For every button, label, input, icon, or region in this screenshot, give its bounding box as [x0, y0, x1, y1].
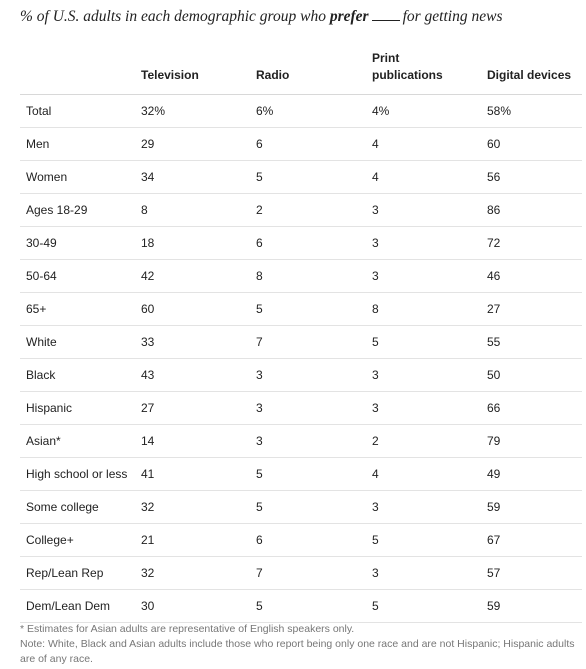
cell-digital: 66: [487, 401, 501, 415]
cell-print: 4: [372, 467, 379, 481]
cell-radio: 5: [256, 500, 263, 514]
column-header-digital: Digital devices: [487, 68, 572, 82]
table-row: [20, 161, 582, 194]
cell-digital: 46: [487, 269, 501, 283]
cell-print: 8: [372, 302, 379, 316]
cell-radio: 3: [256, 434, 263, 448]
table-notes: [20, 622, 580, 667]
table-row: [20, 194, 582, 227]
cell-print: 2: [372, 434, 379, 448]
row-label: Total: [26, 104, 52, 118]
row-label: Dem/Lean Dem: [26, 599, 111, 613]
cell-television: 41: [141, 467, 155, 481]
table-row: [20, 260, 582, 293]
row-label: Men: [26, 137, 50, 151]
cell-digital: 72: [487, 236, 501, 250]
cell-print: 5: [372, 599, 379, 613]
cell-television: 21: [141, 533, 155, 547]
cell-radio: 6: [256, 137, 263, 151]
cell-television: 60: [141, 302, 155, 316]
cell-television: 18: [141, 236, 155, 250]
cell-digital: 50: [487, 368, 501, 382]
cell-radio: 6: [256, 236, 263, 250]
cell-digital: 86: [487, 203, 501, 217]
cell-digital: 55: [487, 335, 501, 349]
cell-radio: 5: [256, 599, 263, 613]
table-title: [20, 8, 502, 26]
cell-print: 3: [372, 500, 379, 514]
title-emphasis: prefer: [329, 8, 369, 25]
cell-digital: 49: [487, 467, 501, 481]
cell-radio: 2: [256, 203, 263, 217]
footnote-asian: * Estimates for Asian adults are representative of English speakers only.: [20, 623, 355, 635]
row-label: Ages 18-29: [26, 203, 88, 217]
column-header-television: Television: [141, 68, 199, 82]
cell-print: 3: [372, 401, 379, 415]
cell-print: 3: [372, 236, 379, 250]
row-label: Asian*: [26, 434, 61, 448]
cell-print: 3: [372, 203, 379, 217]
cell-digital: 27: [487, 302, 501, 316]
table-row: [20, 293, 582, 326]
cell-digital: 79: [487, 434, 501, 448]
cell-digital: 56: [487, 170, 501, 184]
table-row: [20, 392, 582, 425]
cell-television: 43: [141, 368, 155, 382]
cell-television: 33: [141, 335, 155, 349]
cell-radio: 7: [256, 335, 263, 349]
table-row: [20, 590, 582, 623]
cell-radio: 3: [256, 368, 263, 382]
cell-radio: 6: [256, 533, 263, 547]
cell-digital: 67: [487, 533, 501, 547]
cell-print: 5: [372, 335, 379, 349]
cell-television: 14: [141, 434, 155, 448]
cell-television: 34: [141, 170, 155, 184]
cell-print: 4: [372, 137, 379, 151]
cell-digital: 59: [487, 599, 501, 613]
cell-print: 3: [372, 566, 379, 580]
table-body: [20, 95, 582, 623]
table-row: [20, 95, 582, 128]
row-label: High school or less: [26, 467, 128, 481]
row-label: 30-49: [26, 236, 57, 250]
column-header-print: Print publications: [372, 51, 443, 82]
cell-television: 32: [141, 500, 155, 514]
cell-digital: 58%: [487, 104, 512, 118]
table-row: [20, 326, 582, 359]
table-row: [20, 524, 582, 557]
row-label: Women: [26, 170, 68, 184]
row-label: Black: [26, 368, 56, 382]
cell-print: 3: [372, 368, 379, 382]
note-race: Note: White, Black and Asian adults include those who report being only one race and are not Hispanic; Hispanic adults are of any race.: [20, 638, 575, 665]
title-after: for getting news: [402, 8, 503, 25]
cell-television: 8: [141, 203, 148, 217]
column-header-radio: Radio: [256, 68, 290, 82]
cell-print: 3: [372, 269, 379, 283]
cell-digital: 60: [487, 137, 501, 151]
table-header-row: [20, 44, 582, 95]
cell-digital: 57: [487, 566, 501, 580]
cell-print: 4%: [372, 104, 390, 118]
cell-television: 32%: [141, 104, 166, 118]
cell-radio: 5: [256, 467, 263, 481]
news-preference-table: [20, 44, 582, 623]
cell-television: 42: [141, 269, 155, 283]
cell-television: 29: [141, 137, 155, 151]
table-row: [20, 458, 582, 491]
table-row: [20, 227, 582, 260]
cell-television: 30: [141, 599, 155, 613]
cell-radio: 5: [256, 302, 263, 316]
cell-radio: 8: [256, 269, 263, 283]
row-label: Hispanic: [26, 401, 73, 415]
cell-television: 27: [141, 401, 155, 415]
row-label: 65+: [26, 302, 47, 316]
table-row: [20, 359, 582, 392]
title-before: % of U.S. adults in each demographic group who: [20, 8, 326, 25]
table-row: [20, 425, 582, 458]
row-label: White: [26, 335, 57, 349]
table-row: [20, 128, 582, 161]
cell-radio: 6%: [256, 104, 274, 118]
table-row: [20, 491, 582, 524]
cell-radio: 7: [256, 566, 263, 580]
cell-print: 5: [372, 533, 379, 547]
row-label: Rep/Lean Rep: [26, 566, 104, 580]
row-label: 50-64: [26, 269, 57, 283]
cell-digital: 59: [487, 500, 501, 514]
cell-television: 32: [141, 566, 155, 580]
row-label: College+: [26, 533, 74, 547]
title-blank-line: [372, 19, 400, 21]
cell-radio: 5: [256, 170, 263, 184]
cell-print: 4: [372, 170, 379, 184]
table-row: [20, 557, 582, 590]
cell-radio: 3: [256, 401, 263, 415]
row-label: Some college: [26, 500, 99, 514]
